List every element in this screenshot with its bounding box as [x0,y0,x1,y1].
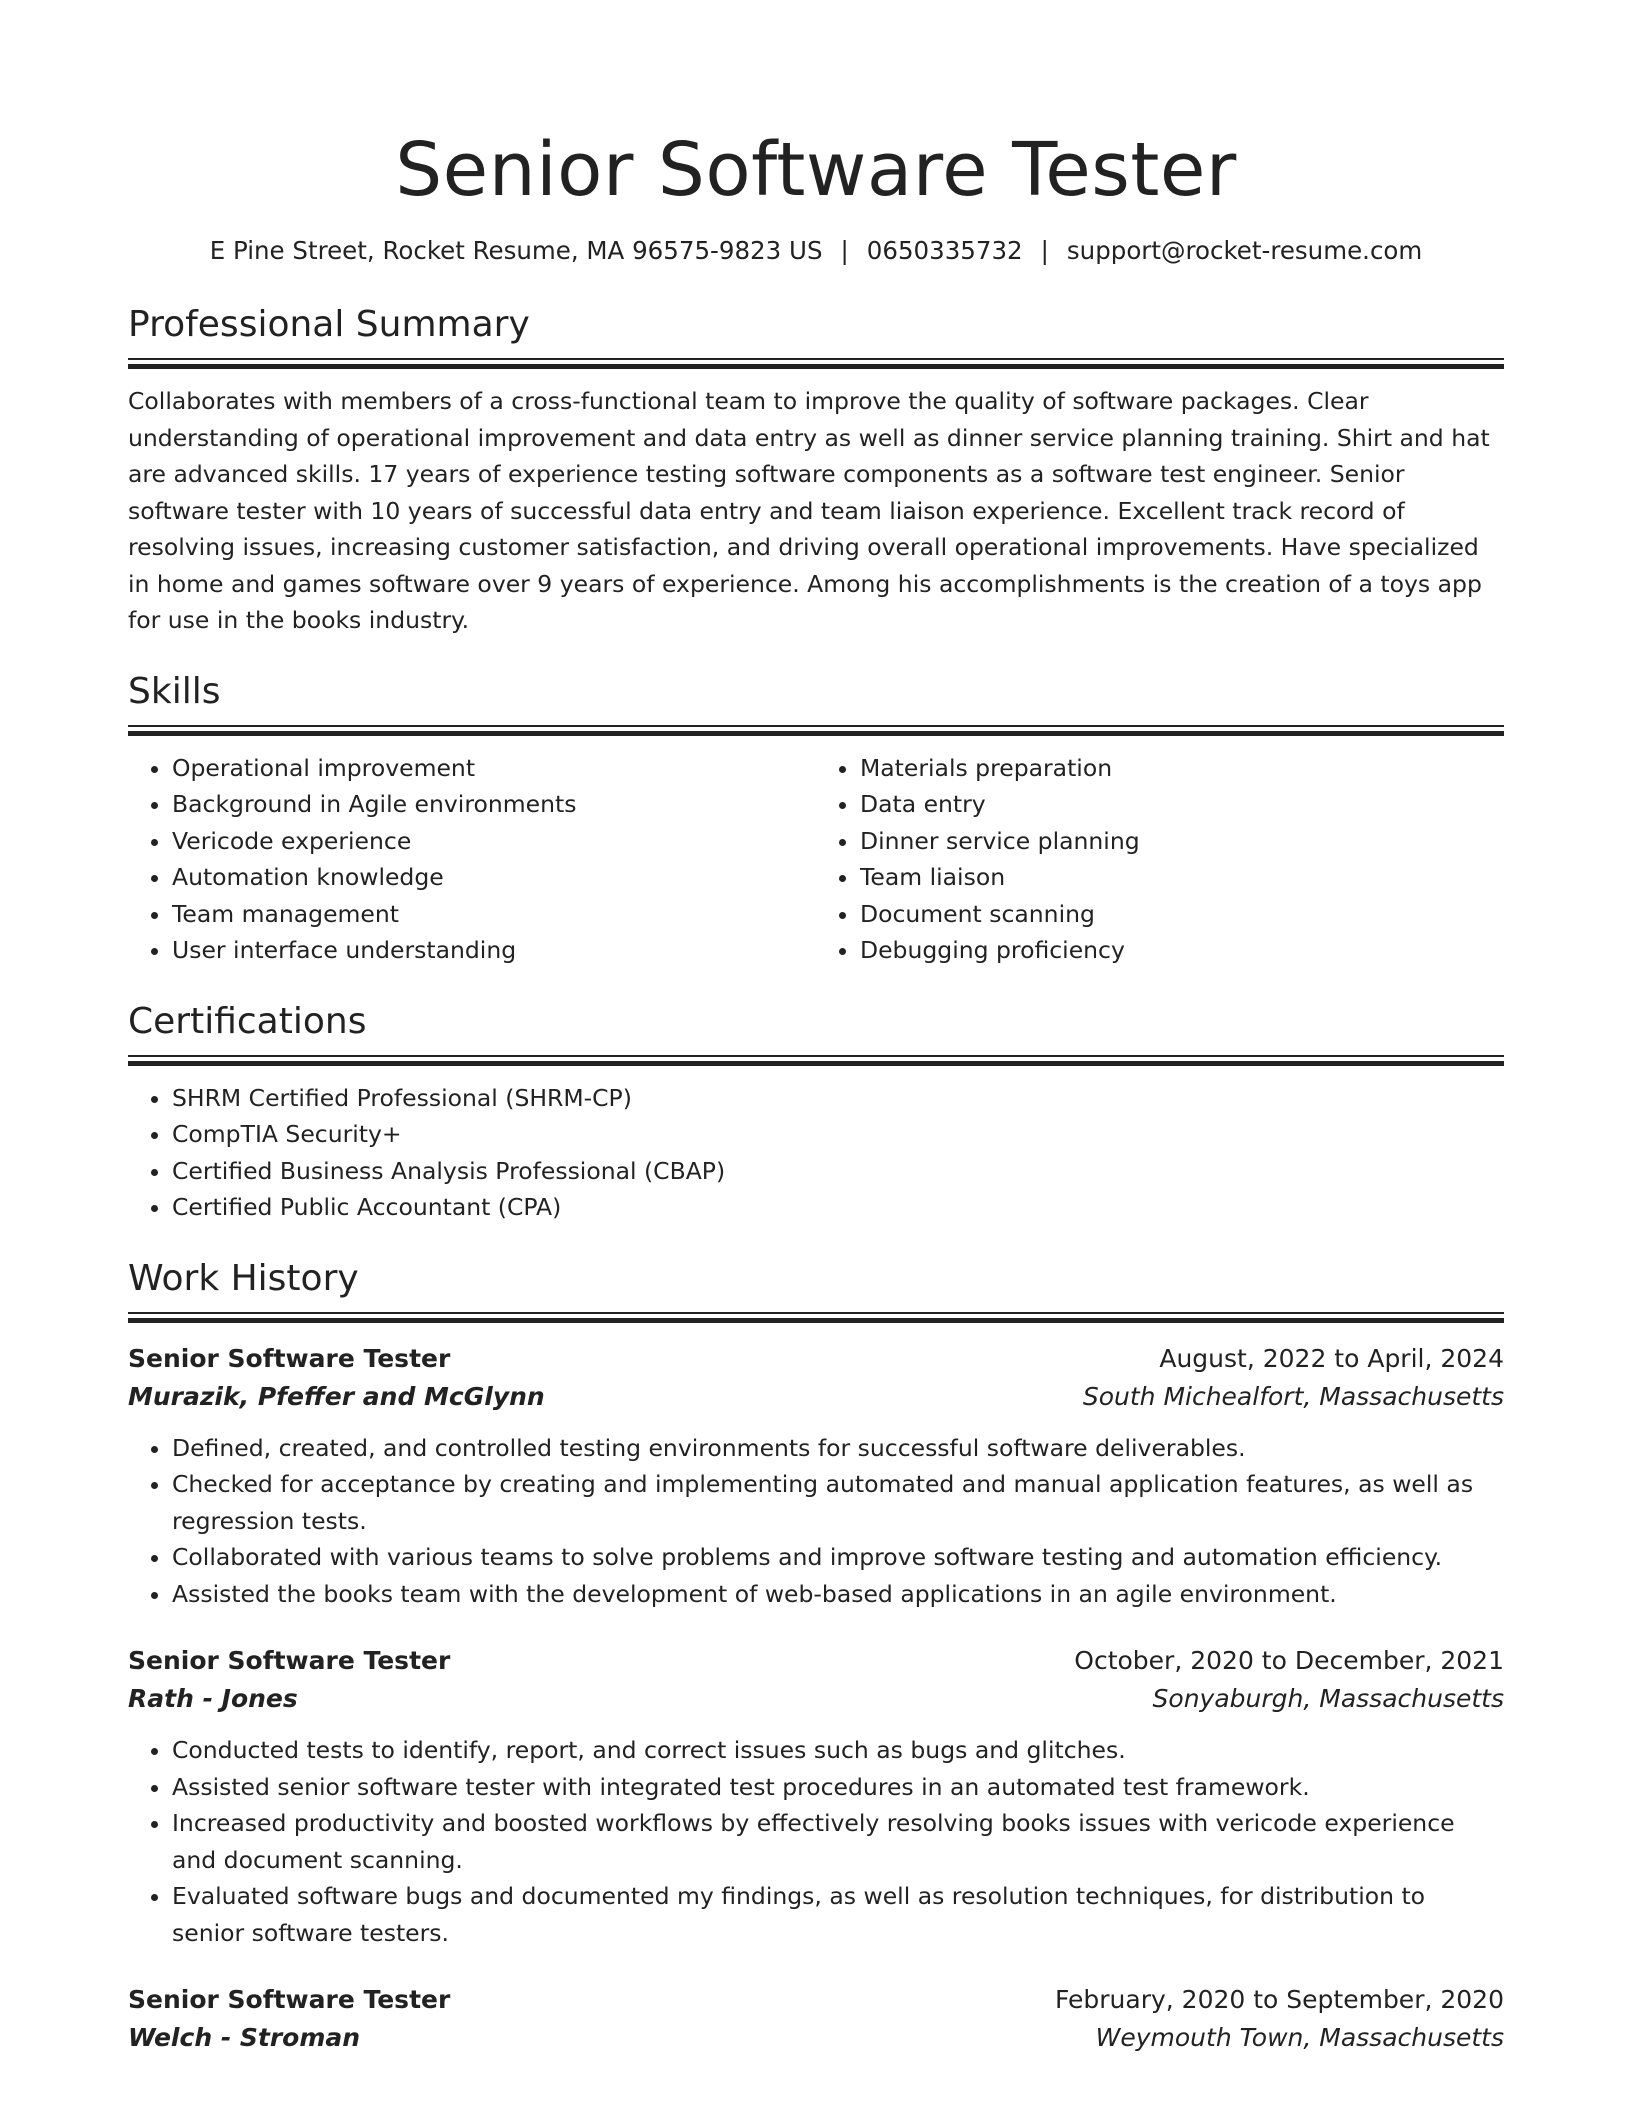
section-divider [128,358,1504,368]
skill-item: • Operational improvement [172,750,816,787]
job-company-row [128,1378,1504,1416]
skill-item: • Debugging proficiency [860,932,1504,969]
summary-section [128,302,1504,639]
resume-name: Senior Software Tester [395,127,1237,213]
section-divider [128,725,1504,735]
contact-separator: | [1040,236,1049,265]
skills-section [128,669,1504,969]
job-company-row [128,1680,1504,1718]
job-title: Senior Software Tester [128,1646,451,1675]
job-bullets [128,1732,1504,1951]
job-header-row [128,1340,1504,1378]
job-entry [128,1340,1504,1613]
job-company: Welch - Stroman [128,2023,361,2052]
contact-line [128,234,1504,268]
contact-separator: | [840,236,849,265]
job-bullet: • Increased productivity and boosted workflows by effectively resolving books issues with vericode experience and document scanning. [172,1805,1504,1878]
section-divider [128,1055,1504,1065]
job-bullet: • Checked for acceptance by creating and implementing automated and manual application features, as well as regression tests. [172,1466,1504,1539]
section-divider [128,1312,1504,1322]
contact-email: support@rocket-resume.com [1066,236,1423,265]
summary-text: Collaborates with members of a cross-functional team to improve the quality of software packages. Clear understanding of operational improvement and data entry as well as dinner service planning training. Shirt and hat are advanced skills. 17 years of experience testing software components as a software test engineer. Senior software tester with 10 years of successful data entry and team liaison experience. Excellent track record of resolving issues, increasing customer satisfaction, and driving overall operational improvements. Have specialized in home and games software over 9 years of experience. Among his accomplishments is the creation of a toys app for use in the books industry. [128,387,1490,634]
summary-heading: Professional Summary [128,304,530,345]
certification-item: • Certified Business Analysis Professional (CBAP) [172,1153,1504,1190]
job-location: South Michealfort, Massachusetts [1082,1381,1504,1411]
skill-item: • Background in Agile environments [172,786,816,823]
certification-item: • Certified Public Accountant (CPA) [172,1189,1504,1226]
work-history-heading: Work History [128,1257,359,1299]
skill-item: • Document scanning [860,896,1504,933]
job-bullet: • Assisted senior software tester with integrated test procedures in an automated test framework. [172,1769,1504,1806]
skills-heading: Skills [128,670,221,712]
work-history-section [128,1256,1504,2058]
certification-item: • CompTIA Security+ [172,1116,1504,1153]
certifications-section [128,999,1504,1226]
skills-list-left [128,750,816,969]
job-bullet: • Defined, created, and controlled testing environments for successful software deliverables. [172,1430,1504,1467]
skill-item: • Team liaison [860,859,1504,896]
job-bullet: • Assisted the books team with the development of web-based applications in an agile environment. [172,1576,1504,1613]
certifications-list [128,1080,1504,1226]
job-location: Weymouth Town, Massachusetts [1095,2023,1504,2052]
job-dates: October, 2020 to December, 2021 [1074,1646,1504,1675]
skill-item: • Team management [172,896,816,933]
skill-item: • Dinner service planning [860,823,1504,860]
job-bullet: • Evaluated software bugs and documented my findings, as well as resolution techniques, for distribution to senior software testers. [172,1878,1504,1951]
contact-phone: 0650335732 [866,236,1023,265]
skill-item: • Vericode experience [172,823,816,860]
skills-columns [128,750,1504,969]
job-location: Sonyaburgh, Massachusetts [1152,1684,1504,1713]
skill-item: • Automation knowledge [172,859,816,896]
job-dates: August, 2022 to April, 2024 [1159,1343,1504,1373]
skill-item: • Materials preparation [860,750,1504,787]
job-company: Rath - Jones [128,1684,298,1713]
job-entry [128,1642,1504,1951]
job-header-row [128,1981,1504,2019]
contact-address: E Pine Street, Rocket Resume, MA 96575-9823 US [209,236,823,265]
job-dates: February, 2020 to September, 2020 [1055,1985,1504,2014]
job-company: Murazik, Pfeffer and McGlynn [128,1381,545,1411]
job-entry [128,1981,1504,2057]
skills-list-right [816,750,1504,969]
certifications-heading: Certifications [128,1000,367,1042]
certification-item: • SHRM Certified Professional (SHRM-CP) [172,1080,1504,1117]
job-title: Senior Software Tester [128,1985,451,2014]
job-bullet: • Conducted tests to identify, report, and correct issues such as bugs and glitches. [172,1732,1504,1769]
job-bullet: • Collaborated with various teams to solve problems and improve software testing and automation efficiency. [172,1539,1504,1576]
skill-item: • User interface understanding [172,932,816,969]
skill-item: • Data entry [860,786,1504,823]
job-title: Senior Software Tester [128,1343,451,1373]
job-company-row [128,2019,1504,2057]
job-bullets [128,1430,1504,1613]
job-header-row [128,1642,1504,1680]
